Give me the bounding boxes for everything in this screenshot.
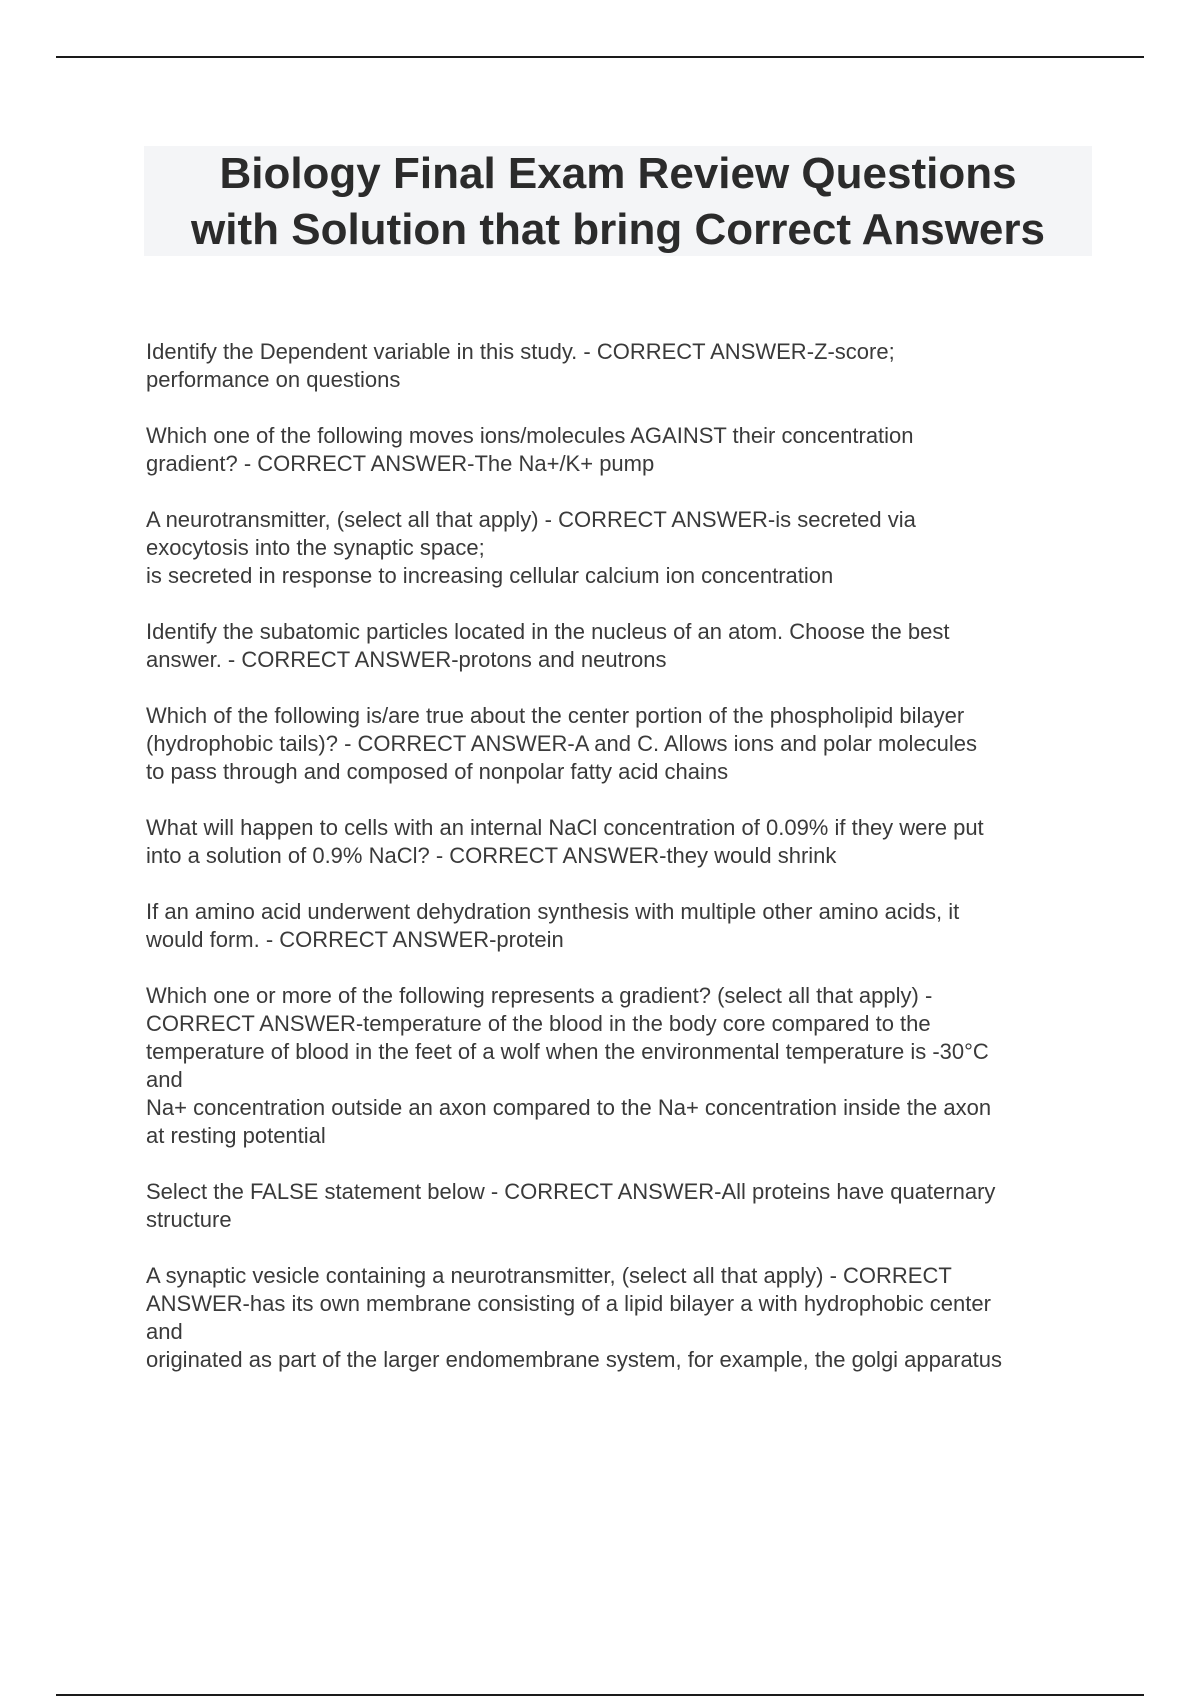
qa-text-line: Select the FALSE statement below - CORRECT ANSWER-All proteins have quaternary [146, 1179, 996, 1204]
qa-list [146, 338, 1096, 1402]
qa-text-line: Which of the following is/are true about the center portion of the phospholipid bilayer [146, 703, 965, 728]
qa-text-line: and [146, 1067, 183, 1092]
qa-text-line: A neurotransmitter, (select all that apply) - CORRECT ANSWER-is secreted via [146, 507, 916, 532]
qa-text-line: and [146, 1319, 183, 1344]
qa-text-line: Which one or more of the following represents a gradient? (select all that apply) - [146, 983, 933, 1008]
title-line-1: Biology Final Exam Review Questions [219, 149, 1017, 198]
qa-text-line: at resting potential [146, 1123, 326, 1148]
qa-item [146, 982, 1096, 1150]
qa-item [146, 814, 1096, 870]
qa-item [146, 618, 1096, 674]
title-line-2: with Solution that bring Correct Answers [191, 205, 1045, 254]
top-divider [56, 56, 1144, 58]
document-title [144, 146, 1092, 256]
qa-text-line: What will happen to cells with an internal NaCl concentration of 0.09% if they were put [146, 815, 984, 840]
qa-text-line: If an amino acid underwent dehydration synthesis with multiple other amino acids, it [146, 899, 960, 924]
qa-item [146, 702, 1096, 786]
qa-text-line: exocytosis into the synaptic space; [146, 535, 485, 560]
qa-text-line: performance on questions [146, 367, 401, 392]
qa-text-line: gradient? - CORRECT ANSWER-The Na+/K+ pump [146, 451, 655, 476]
qa-text-line: (hydrophobic tails)? - CORRECT ANSWER-A and C. Allows ions and polar molecules [146, 731, 978, 756]
qa-text-line: to pass through and composed of nonpolar fatty acid chains [146, 759, 729, 784]
qa-text-line: is secreted in response to increasing cellular calcium ion concentration [146, 563, 834, 588]
qa-text-line: ANSWER-has its own membrane consisting of a lipid bilayer a with hydrophobic center [146, 1291, 991, 1316]
qa-text-line: into a solution of 0.9% NaCl? - CORRECT ANSWER-they would shrink [146, 843, 837, 868]
bottom-divider [56, 1694, 1144, 1696]
qa-text-line: CORRECT ANSWER-temperature of the blood in the body core compared to the [146, 1011, 931, 1036]
qa-text-line: originated as part of the larger endomembrane system, for example, the golgi apparatus [146, 1347, 1003, 1372]
qa-item [146, 338, 1096, 394]
qa-item [146, 422, 1096, 478]
qa-item [146, 1178, 1096, 1234]
qa-text-line: Which one of the following moves ions/molecules AGAINST their concentration [146, 423, 914, 448]
qa-text-line: Na+ concentration outside an axon compared to the Na+ concentration inside the axon [146, 1095, 992, 1120]
qa-text-line: Identify the subatomic particles located in the nucleus of an atom. Choose the best [146, 619, 950, 644]
qa-item [146, 898, 1096, 954]
qa-item [146, 1262, 1096, 1374]
qa-text-line: structure [146, 1207, 232, 1232]
qa-text-line: temperature of blood in the feet of a wolf when the environmental temperature is -30°C [146, 1039, 989, 1064]
qa-text-line: would form. - CORRECT ANSWER-protein [146, 927, 564, 952]
qa-text-line: answer. - CORRECT ANSWER-protons and neutrons [146, 647, 667, 672]
qa-item [146, 506, 1096, 590]
qa-text-line: A synaptic vesicle containing a neurotransmitter, (select all that apply) - CORRECT [146, 1263, 952, 1288]
qa-text-line: Identify the Dependent variable in this study. - CORRECT ANSWER-Z-score; [146, 339, 895, 364]
